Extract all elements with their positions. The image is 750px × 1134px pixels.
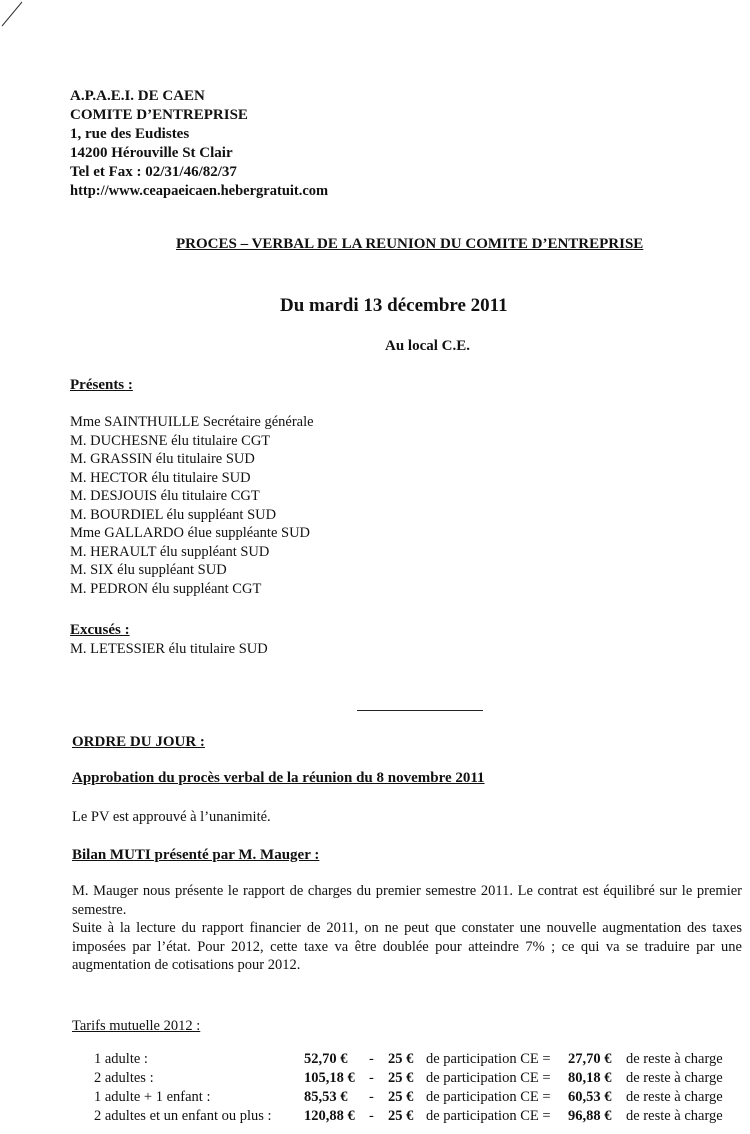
tarif-dash: -: [369, 1108, 374, 1124]
committee-name: COMITE D’ENTREPRISE: [70, 107, 248, 123]
section-divider: [357, 710, 483, 711]
attendee: M. HERAULT élu suppléant SUD: [70, 543, 270, 560]
document-title: PROCES – VERBAL DE LA REUNION DU COMITE D’ENTREPRISE: [176, 236, 644, 252]
tarif-dash: -: [369, 1051, 374, 1067]
address-street: 1, rue des Eudistes: [70, 126, 190, 142]
attendee: M. GRASSIN élu titulaire SUD: [70, 451, 255, 467]
section-approval-text: Le PV est approuvé à l’unanimité.: [72, 809, 271, 825]
address-city: 14200 Hérouville St Clair: [70, 145, 233, 161]
tarif-who: 1 adulte + 1 enfant :: [94, 1089, 211, 1105]
tarifs-label: Tarifs mutuelle 2012 :: [72, 1018, 201, 1034]
tarif-dash: -: [369, 1070, 374, 1086]
phone-fax: Tel et Fax : 02/31/46/82/37: [70, 164, 237, 180]
tarif-participation-amount: 25 €: [388, 1108, 414, 1124]
attendee: M. SIX élu suppléant SUD: [70, 562, 227, 578]
meeting-location: Au local C.E.: [385, 338, 471, 354]
section-muti-title: Bilan MUTI présenté par M. Mauger :: [72, 847, 320, 863]
scan-corner-mark: [0, 0, 28, 28]
tarif-who: 1 adulte :: [94, 1051, 148, 1067]
tarif-participation-text: de participation CE =: [426, 1051, 551, 1067]
tarif-participation-amount: 25 €: [388, 1051, 414, 1067]
tarif-row: [94, 1089, 734, 1108]
tarif-rest-amount: 60,53 €: [568, 1089, 612, 1105]
attendee: M. BOURDIEL élu suppléant SUD: [70, 506, 277, 523]
tarif-rest-amount: 96,88 €: [568, 1108, 612, 1124]
muti-paragraph-2: Suite à la lecture du rapport financier de 2011, on ne peut que constater une nouvelle augmentation des taxes imposées par l’état. Pour 2012, cette taxe va être doublée pour atteindre 7% ; ce qui va se traduire par une augmentation de cotisations pour 2012.: [72, 920, 742, 973]
section-approval-title: Approbation du procès verbal de la réunion du 8 novembre 2011: [72, 770, 485, 786]
tarif-row: [94, 1051, 734, 1070]
tarif-price: 105,18 €: [304, 1070, 355, 1086]
tarif-participation-text: de participation CE =: [426, 1070, 551, 1086]
tarif-rest-text: de reste à charge: [626, 1070, 723, 1086]
excused-attendee: M. LETESSIER élu titulaire SUD: [70, 641, 268, 657]
tarif-price: 85,53 €: [304, 1089, 348, 1105]
attendee-list: [70, 413, 314, 598]
attendee: M. DUCHESNE élu titulaire CGT: [70, 432, 271, 449]
tarif-participation-amount: 25 €: [388, 1070, 414, 1086]
attendee: Mme SAINTHUILLE Secrétaire générale: [70, 414, 314, 430]
tarif-price: 52,70 €: [304, 1051, 348, 1067]
tarif-participation-text: de participation CE =: [426, 1089, 551, 1105]
tarif-who: 2 adultes :: [94, 1070, 154, 1086]
attendee: M. HECTOR élu titulaire SUD: [70, 469, 251, 486]
attendee: M. PEDRON élu suppléant CGT: [70, 580, 262, 597]
tarif-rest-amount: 80,18 €: [568, 1070, 612, 1086]
tarif-rest-text: de reste à charge: [626, 1108, 723, 1124]
excuses-label: Excusés :: [70, 622, 130, 638]
attendee: Mme GALLARDO élue suppléante SUD: [70, 525, 311, 541]
tarif-rest-text: de reste à charge: [626, 1089, 723, 1105]
presents-label: Présents :: [70, 377, 133, 393]
tarif-rest-text: de reste à charge: [626, 1051, 723, 1067]
tarif-dash: -: [369, 1089, 374, 1105]
tarif-row: [94, 1070, 734, 1089]
attendee: M. DESJOUIS élu titulaire CGT: [70, 488, 260, 504]
tarif-participation-amount: 25 €: [388, 1089, 414, 1105]
tarif-price: 120,88 €: [304, 1108, 355, 1124]
website-link: http://www.ceapaeicaen.hebergratuit.com: [70, 183, 329, 199]
muti-paragraph-1: M. Mauger nous présente le rapport de charges du premier semestre 2011. Le contrat est équilibré sur le premier semestre.: [72, 883, 742, 918]
org-name: A.P.A.E.I. DE CAEN: [70, 88, 205, 104]
tarif-rest-amount: 27,70 €: [568, 1051, 612, 1067]
tarif-participation-text: de participation CE =: [426, 1108, 551, 1124]
tarif-who: 2 adultes et un enfant ou plus :: [94, 1108, 272, 1124]
tarif-row: [94, 1108, 734, 1127]
meeting-date: Du mardi 13 décembre 2011: [280, 295, 508, 316]
agenda-heading: ORDRE DU JOUR :: [72, 734, 205, 750]
